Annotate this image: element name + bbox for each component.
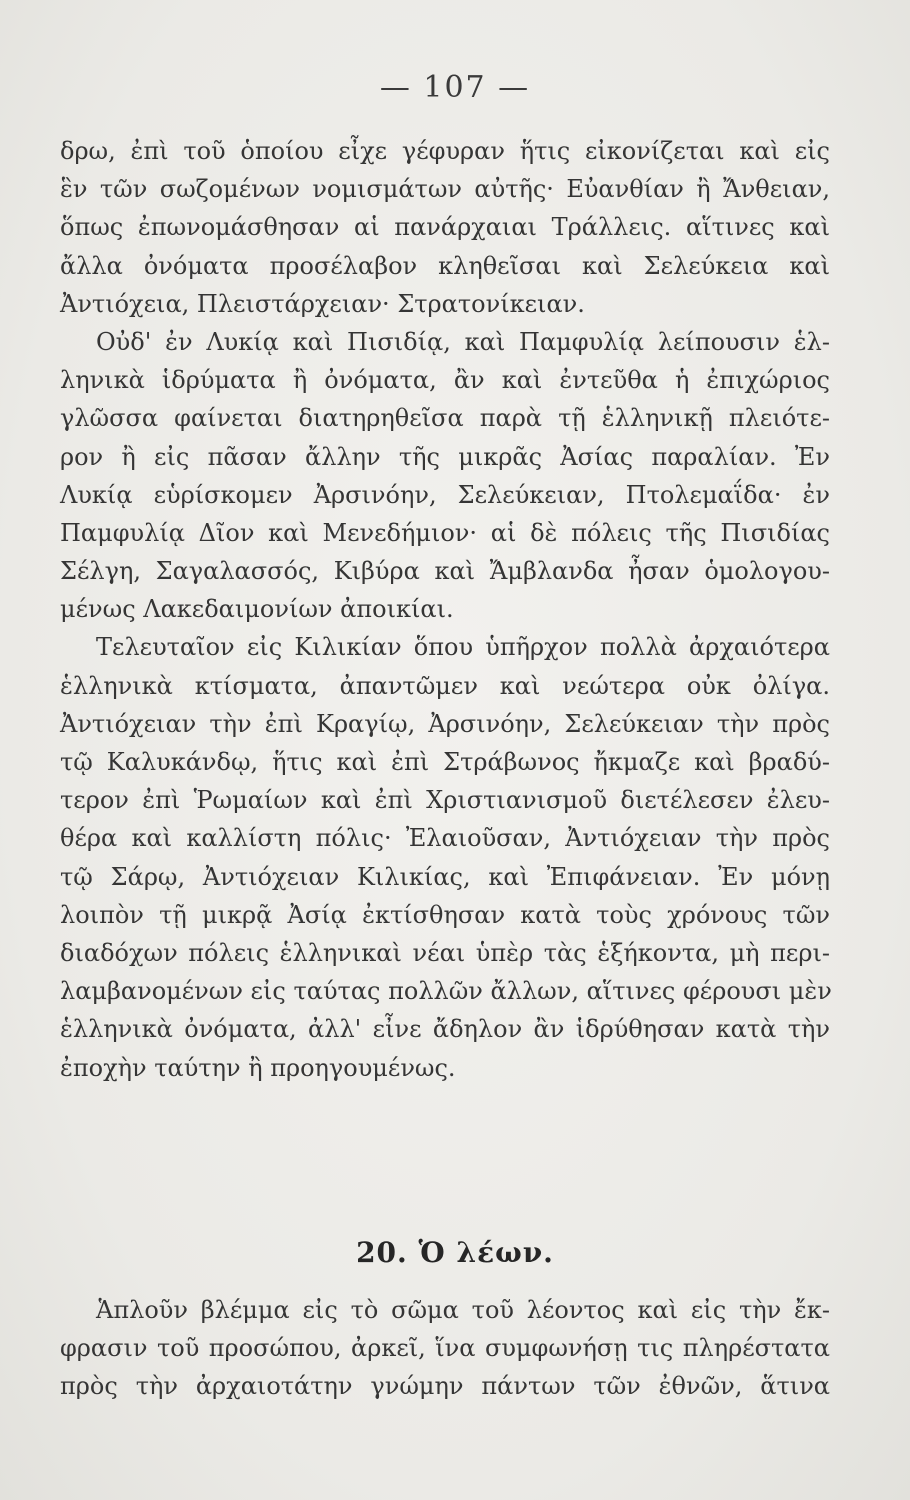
text-line: Σέλγη, Σαγαλασσός, Κιβύρα καὶ Ἄμβλανδα ἦσαν ὁμολογου- [60, 557, 830, 586]
paragraph-2 [60, 323, 830, 629]
text-line: γλῶσσα φαίνεται διατηρηθεῖσα παρὰ τῇ ἑλληνικῇ πλειότε- [60, 404, 830, 433]
text-line: ἄλλα ὀνόματα προσέλαβον κληθεῖσαι καὶ Σελεύκεια καὶ [60, 251, 830, 280]
text-line: ἑλληνικὰ κτίσματα, ἀπαντῶμεν καὶ νεώτερα οὐκ ὀλίγα. [60, 671, 830, 700]
text-line: Παμφυλίᾳ Δῖον καὶ Μενεδήμιον· αἱ δὲ πόλεις τῆς Πισιδίας [60, 518, 830, 547]
body-text [60, 132, 830, 1087]
text-line: ὅπως ἐπωνομάσθησαν αἱ πανάρχαιαι Τράλλεις. αἵτινες καὶ [60, 213, 830, 242]
text-line: ἐποχὴν ταύτην ἢ προηγουμένως. [60, 1053, 456, 1082]
text-line: Οὐδ' ἐν Λυκίᾳ καὶ Πισιδίᾳ, καὶ Παμφυλίᾳ λείπουσιν ἑλ- [96, 327, 830, 356]
section-heading: 20. Ὁ λέων. [356, 1236, 554, 1269]
text-line: μένως Λακεδαιμονίων ἀποικίαι. [60, 595, 454, 624]
text-line: ἑλληνικὰ ὀνόματα, ἀλλ' εἶνε ἄδηλον ἂν ἱδρύθησαν κατὰ τὴν [60, 1015, 830, 1044]
text-line: Τελευταῖον εἰς Κιλικίαν ὅπου ὑπῆρχον πολλὰ ἀρχαιότερα [96, 633, 830, 662]
text-line: τερον ἐπὶ Ῥωμαίων καὶ ἐπὶ Χριστιανισμοῦ διετέλεσεν ἐλευ- [60, 786, 830, 815]
section-body-text [60, 1291, 830, 1406]
text-line: πρὸς τὴν ἀρχαιοτάτην γνώμην πάντων τῶν ἐθνῶν, ἅτινα [60, 1372, 830, 1401]
paragraph-1 [60, 132, 830, 323]
text-line: δρω, ἐπὶ τοῦ ὁποίου εἶχε γέφυραν ἥτις εἰκονίζεται καὶ εἰς [60, 137, 830, 165]
text-line: ρον ἢ εἰς πᾶσαν ἄλλην τῆς μικρᾶς Ἀσίας παραλίαν. Ἐν [60, 442, 830, 471]
text-line: διαδόχων πόλεις ἑλληνικαὶ νέαι ὑπὲρ τὰς ἑξήκοντα, μὴ περι- [60, 938, 830, 967]
text-line: θέρα καὶ καλλίστη πόλις· Ἐλαιοῦσαν, Ἀντιόχειαν τὴν πρὸς [60, 824, 830, 853]
text-line: ληνικὰ ἱδρύματα ἢ ὀνόματα, ἂν καὶ ἐντεῦθα ἡ ἐπιχώριος [60, 366, 830, 395]
text-line: λαμβανομένων εἰς ταύτας πολλῶν ἄλλων, αἵτινες φέρουσι μὲν [60, 977, 832, 1006]
text-line: Ἀντιόχειαν τὴν ἐπὶ Κραγίῳ, Ἀρσινόην, Σελεύκειαν τὴν πρὸς [60, 709, 830, 738]
text-line: τῷ Καλυκάνδῳ, ἥτις καὶ ἐπὶ Στράβωνος ἤκμαζε καὶ βραδύ- [60, 748, 830, 776]
text-line: τῷ Σάρῳ, Ἀντιόχειαν Κιλικίας, καὶ Ἐπιφάνειαν. Ἐν μόνῃ [60, 862, 830, 891]
text-line: Ἀντιόχεια, Πλειστάρχειαν· Στρατονίκειαν. [60, 289, 585, 318]
text-line: φρασιν τοῦ προσώπου, ἀρκεῖ, ἵνα συμφωνήσῃ τις πληρέστατα [60, 1334, 830, 1363]
paragraph-3 [60, 628, 830, 1086]
page-number: — 107 — [379, 70, 531, 105]
text-line: λοιπὸν τῇ μικρᾷ Ἀσίᾳ ἐκτίσθησαν κατὰ τοὺς χρόνους τῶν [60, 900, 830, 929]
text-line: Ἁπλοῦν βλέμμα εἰς τὸ σῶμα τοῦ λέοντος καὶ εἰς τὴν ἔκ- [96, 1296, 830, 1324]
text-line: ἓν τῶν σωζομένων νομισμάτων αὐτῆς· Εὐανθίαν ἢ Ἄνθειαν, [60, 175, 830, 204]
text-line: Λυκίᾳ εὑρίσκομεν Ἀρσινόην, Σελεύκειαν, Πτολεμαΐδα· ἐν [60, 480, 830, 509]
